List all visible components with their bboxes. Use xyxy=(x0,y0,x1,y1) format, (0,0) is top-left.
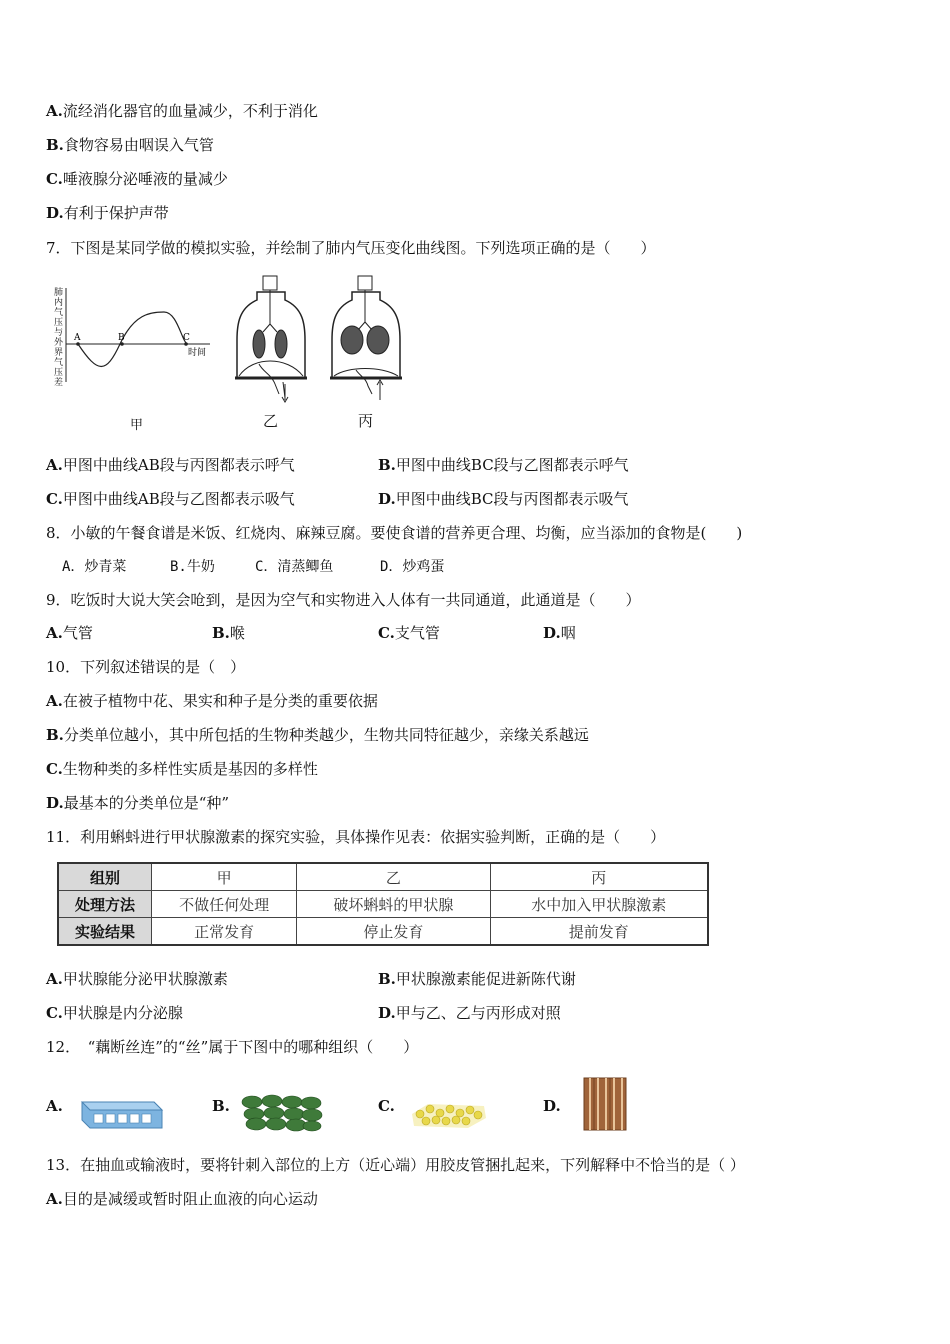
epithelial-tissue-image xyxy=(76,1098,166,1132)
table-cell: 乙 xyxy=(297,863,490,891)
q6-option-c: C.唾液腺分泌唾液的量减少 xyxy=(46,170,228,188)
caption-yi: 乙 xyxy=(263,412,279,430)
q10-option-d: D.最基本的分类单位是“种” xyxy=(46,794,230,812)
q8-stem: 8．小敏的午餐食谱是米饭、红烧肉、麻辣豆腐。要使食谱的营养更合理、均衡，应当添加的食物是( ) xyxy=(46,524,743,542)
conducting-tissue-image xyxy=(580,1074,630,1132)
q8-option-c: C．清蒸鲫鱼 xyxy=(255,559,334,575)
table-cell: 处理方法 xyxy=(58,891,152,918)
pressure-graph xyxy=(50,282,215,392)
muscle-tissue-image xyxy=(240,1092,324,1132)
q7-stem: 7．下图是某同学做的模拟实验，并绘制了肺内气压变化曲线图。下列选项正确的是（ ） xyxy=(46,239,656,257)
graph-point-b: B xyxy=(118,333,125,343)
table-cell: 停止发育 xyxy=(297,918,490,946)
q7-option-d: D.甲图中曲线BC段与丙图都表示吸气 xyxy=(378,490,629,508)
caption-jia: 甲 xyxy=(130,418,144,433)
table-row xyxy=(58,891,708,918)
q10-option-c: C.生物种类的多样性实质是基因的多样性 xyxy=(46,760,318,778)
graph-ylabel: 肺内气压与外界气压差 xyxy=(54,288,64,388)
q9-option-d: D.咽 xyxy=(543,624,576,642)
q7-option-b: B.甲图中曲线BC段与乙图都表示呼气 xyxy=(378,456,629,474)
table-cell: 正常发育 xyxy=(152,918,297,946)
table-cell: 丙 xyxy=(490,863,708,891)
q8-option-d: D．炒鸡蛋 xyxy=(380,559,445,575)
q8-option-a: A．炒青菜 xyxy=(62,559,127,575)
connective-tissue-image xyxy=(408,1100,488,1130)
q11-option-a: A.甲状腺能分泌甲状腺激素 xyxy=(46,970,228,988)
q10-option-b: B.分类单位越小，其中所包括的生物种类越少，生物共同特征越少，亲缘关系越远 xyxy=(46,726,589,744)
q13-option-a: A.目的是减缓或暂时阻止血液的向心运动 xyxy=(46,1190,318,1208)
table-cell: 组别 xyxy=(58,863,152,891)
q6-option-d: D.有利于保护声带 xyxy=(46,204,169,222)
q6-option-b: B.食物容易由咽误入气管 xyxy=(46,136,214,154)
q9-option-c: C.支气管 xyxy=(378,624,440,642)
q13-stem: 13．在抽血或输液时，要将针刺入部位的上方（近心端）用胶皮管捆扎起来，下列解释中不恰当的是（ ） xyxy=(46,1156,745,1174)
left-lung-expanded-icon xyxy=(341,326,363,354)
table-cell: 甲 xyxy=(152,863,297,891)
q11-option-d: D.甲与乙、乙与丙形成对照 xyxy=(378,1004,561,1022)
left-lung-icon xyxy=(253,330,265,358)
table-cell: 破坏蝌蚪的甲状腺 xyxy=(297,891,490,918)
q9-stem: 9．吃饭时大说大笑会呛到，是因为空气和实物进入人体有一共同通道，此通道是（ ） xyxy=(46,591,641,609)
caption-bing: 丙 xyxy=(358,412,374,430)
q12-stem: 12． “藕断丝连”的“丝”属于下图中的哪种组织（ ） xyxy=(46,1038,419,1056)
bell-jar-exhale-model xyxy=(328,274,404,404)
q9-option-b: B.喉 xyxy=(212,624,245,642)
q7-option-a: A.甲图中曲线AB段与丙图都表示呼气 xyxy=(46,456,295,474)
q12-option-d-label: D. xyxy=(543,1097,561,1115)
q12-option-c-label: C. xyxy=(378,1097,395,1115)
q10-stem: 10．下列叙述错误的是（ ） xyxy=(46,658,246,676)
q11-option-c: C.甲状腺是内分泌腺 xyxy=(46,1004,183,1022)
q8-option-b: B.牛奶 xyxy=(170,559,215,575)
table-cell: 提前发育 xyxy=(490,918,708,946)
q12-option-a-label: A. xyxy=(46,1097,63,1115)
q11-option-b: B.甲状腺激素能促进新陈代谢 xyxy=(378,970,576,988)
bell-jar-inhale-model xyxy=(233,274,309,404)
q7-option-c: C.甲图中曲线AB段与乙图都表示吸气 xyxy=(46,490,295,508)
graph-xlabel: 时间 xyxy=(188,348,207,358)
q11-stem: 11．利用蝌蚪进行甲状腺激素的探究实验，具体操作见表：依据实验判断，正确的是（ ） xyxy=(46,828,666,846)
q6-option-a: A.流经消化器官的血量减少，不利于消化 xyxy=(46,102,318,120)
graph-point-c: C xyxy=(183,333,190,343)
table-cell: 实验结果 xyxy=(58,918,152,946)
table-cell: 水中加入甲状腺激素 xyxy=(490,891,708,918)
table-row xyxy=(58,918,708,946)
table-cell: 不做任何处理 xyxy=(152,891,297,918)
experiment-table xyxy=(57,862,709,946)
q12-option-b-label: B. xyxy=(212,1097,230,1115)
graph-point-a: A xyxy=(74,333,81,343)
q10-option-a: A.在被子植物中花、果实和种子是分类的重要依据 xyxy=(46,692,378,710)
table-row xyxy=(58,863,708,891)
q9-option-a: A.气管 xyxy=(46,624,93,642)
right-lung-expanded-icon xyxy=(367,326,389,354)
right-lung-icon xyxy=(275,330,287,358)
